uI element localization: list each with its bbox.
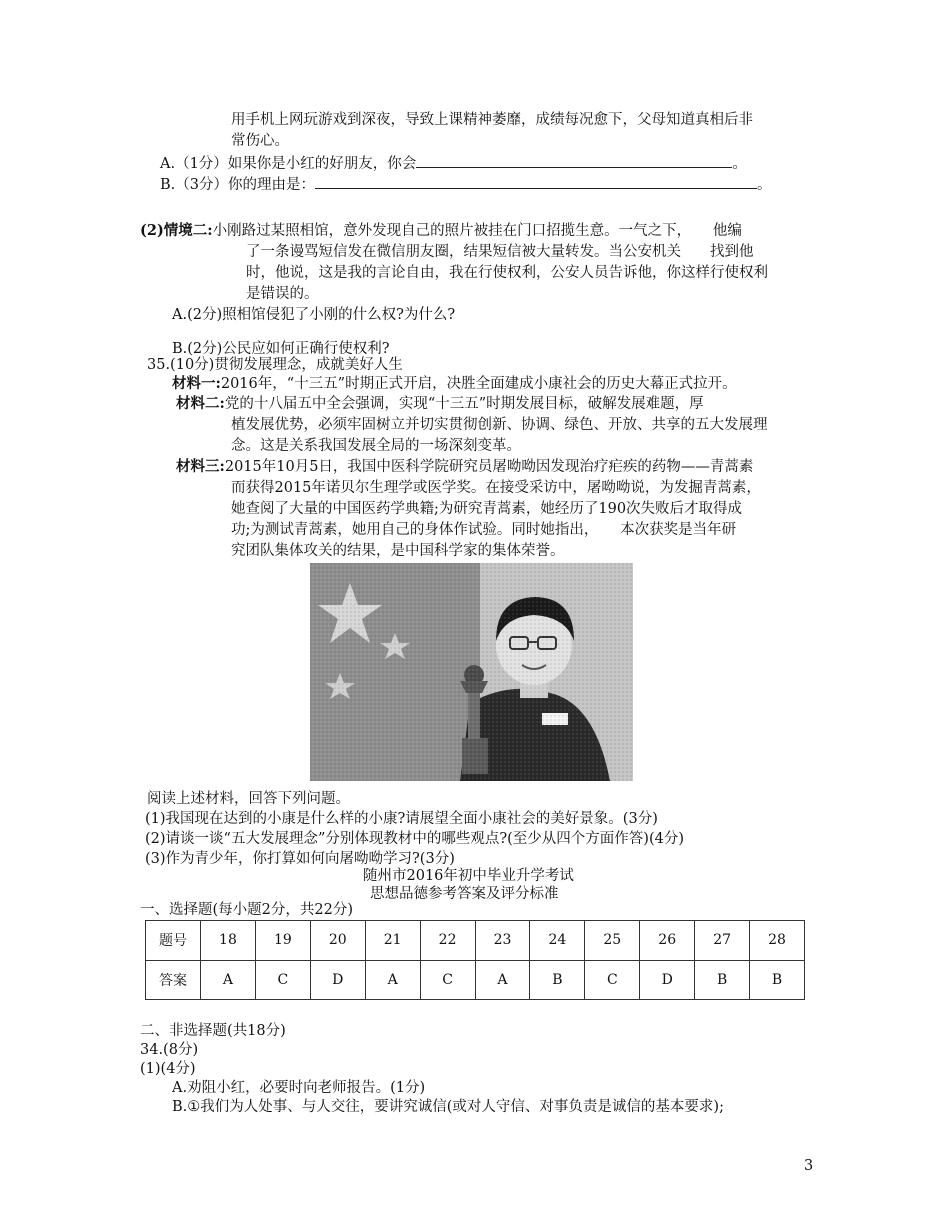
answers-title2: 思想品德参考答案及评分标准	[370, 886, 559, 902]
table-cell: 24	[530, 921, 585, 961]
page-number: 3	[804, 1158, 814, 1174]
material3-line2: 而获得2015年诺贝尔生理学或医学奖。在接受采访中，屠呦呦说，为发掘青蒿素，	[231, 480, 761, 496]
scenario2-line1	[140, 222, 742, 240]
section1-heading: 一、选择题(每小题2分，共22分)	[140, 902, 353, 918]
table-cell: 23	[475, 921, 530, 961]
table-cell: B	[750, 960, 805, 1000]
laureate-photo-illustration	[310, 563, 633, 781]
q34-heading: 34.(8分)	[140, 1042, 199, 1058]
scenario1-question-b	[160, 174, 772, 194]
material2-text1: 党的十八届五中全会强调，实现“十三五”时期发展目标，破解发展难题，厚	[224, 396, 704, 412]
material3-line3: 她查阅了大量的中国医药学典籍;为研究青蒿素，她经历了190次失败后才取得成	[231, 501, 743, 517]
material1-label: 材料一:	[172, 375, 221, 392]
table-cell: B	[695, 960, 750, 1000]
material1	[172, 375, 737, 393]
table-cell: A	[201, 960, 256, 1000]
material3-text1: 2015年10月5日，我国中医科学院研究员屠呦呦因发现治疗疟疾的药物——青蒿素	[224, 459, 754, 475]
q35-sub1: (1)我国现在达到的小康是什么样的小康?请展望全面小康社会的美好景象。(3分)	[145, 811, 658, 827]
table-cell: D	[640, 960, 695, 1000]
material3-line4: 功;为测试青蒿素，她用自己的身体作试验。同时她指出， 本次获奖是当年研	[231, 522, 737, 538]
table-cell: C	[420, 960, 475, 1000]
q34-answer-b: B.①我们为人处事、与人交往，要讲究诚信(或对人守信、对事负责是诚信的基本要求);	[172, 1099, 724, 1115]
scenario2-label: (2)情境二:	[140, 222, 213, 239]
table-cell: 26	[640, 921, 695, 961]
table-header-answer: 答案	[146, 960, 201, 1000]
answers-title1: 随州市2016年初中毕业升学考试	[363, 868, 574, 884]
table-cell: 22	[420, 921, 475, 961]
scenario1-line2: 常伤心。	[231, 133, 289, 149]
material2-label: 材料二:	[176, 395, 225, 412]
table-cell: 25	[585, 921, 640, 961]
q34-part1: (1)(4分)	[140, 1061, 196, 1077]
material2-line1	[176, 395, 704, 413]
material1-text: 2016年，“十三五”时期正式开启，决胜全面建成小康社会的历史大幕正式拉开。	[220, 376, 737, 392]
table-cell: 27	[695, 921, 750, 961]
scenario2-line3: 时，他说，这是我的言论自由，我在行使权利，公安人员告诉他，你这样行使权利	[246, 265, 768, 281]
table-cell: 19	[255, 921, 310, 961]
table-cell: A	[365, 960, 420, 1000]
question-b-end: 。	[757, 177, 772, 193]
scenario1-question-a	[160, 153, 747, 173]
scenario2-question-a: A.(2分)照相馆侵犯了小刚的什么权?为什么?	[172, 307, 456, 323]
question-a-end: 。	[732, 156, 747, 172]
answer-table	[145, 920, 805, 1000]
answer-blank-b	[315, 174, 757, 189]
material2-line2: 植发展优势，必须牢固树立并切实贯彻创新、协调、绿色、开放、共享的五大发展理	[231, 417, 768, 433]
q35-sub3: (3)作为青少年，你打算如何向屠呦呦学习?(3分)	[145, 851, 455, 867]
table-row-answers	[146, 960, 805, 1000]
q34-answer-a: A.劝阻小红，必要时向老师报告。(1分)	[172, 1080, 426, 1096]
q35-sub2: (2)请谈一谈“五大发展理念”分别体现教材中的哪些观点?(至少从四个方面作答)(4分)	[145, 831, 684, 847]
material3-label: 材料三:	[176, 458, 225, 475]
table-cell: 20	[310, 921, 365, 961]
table-cell: B	[530, 960, 585, 1000]
scenario2-line4: 是错误的。	[246, 286, 319, 302]
table-cell: D	[310, 960, 365, 1000]
scenario1-line1: 用手机上网玩游戏到深夜，导致上课精神萎靡，成绩每况愈下，父母知道真相后非	[231, 112, 753, 128]
table-cell: 21	[365, 921, 420, 961]
scenario2-line2: 了一条谩骂短信发在微信朋友圈，结果短信被大量转发。当公安机关 找到他	[246, 244, 754, 260]
answer-blank-a	[416, 153, 732, 168]
q35-title: 35.(10分)贯彻发展理念，成就美好人生	[147, 357, 403, 373]
table-cell: 18	[201, 921, 256, 961]
material2-line3: 念。这是关系我国发展全局的一场深刻变革。	[231, 438, 521, 454]
table-row-numbers	[146, 921, 805, 961]
table-cell: C	[255, 960, 310, 1000]
table-cell: C	[585, 960, 640, 1000]
read-instruction: 阅读上述材料，回答下列问题。	[147, 791, 350, 807]
table-cell: 28	[750, 921, 805, 961]
table-header-number: 题号	[146, 921, 201, 961]
question-a-text: A.（1分）如果你是小红的好朋友，你会	[160, 156, 417, 172]
material3-line1	[176, 458, 753, 476]
table-cell: A	[475, 960, 530, 1000]
scenario2-text1: 小刚路过某照相馆，意外发现自己的照片被挂在门口招揽生意。一气之下， 他编	[212, 223, 742, 239]
section2-heading: 二、非选择题(共18分)	[140, 1023, 286, 1039]
question-b-text: B.（3分）你的理由是：	[160, 177, 315, 193]
scenario2-question-b: B.(2分)公民应如何正确行使权利?	[172, 341, 390, 357]
laureate-photo	[310, 563, 633, 781]
material3-line5: 究团队集体攻关的结果，是中国科学家的集体荣誉。	[231, 543, 565, 559]
